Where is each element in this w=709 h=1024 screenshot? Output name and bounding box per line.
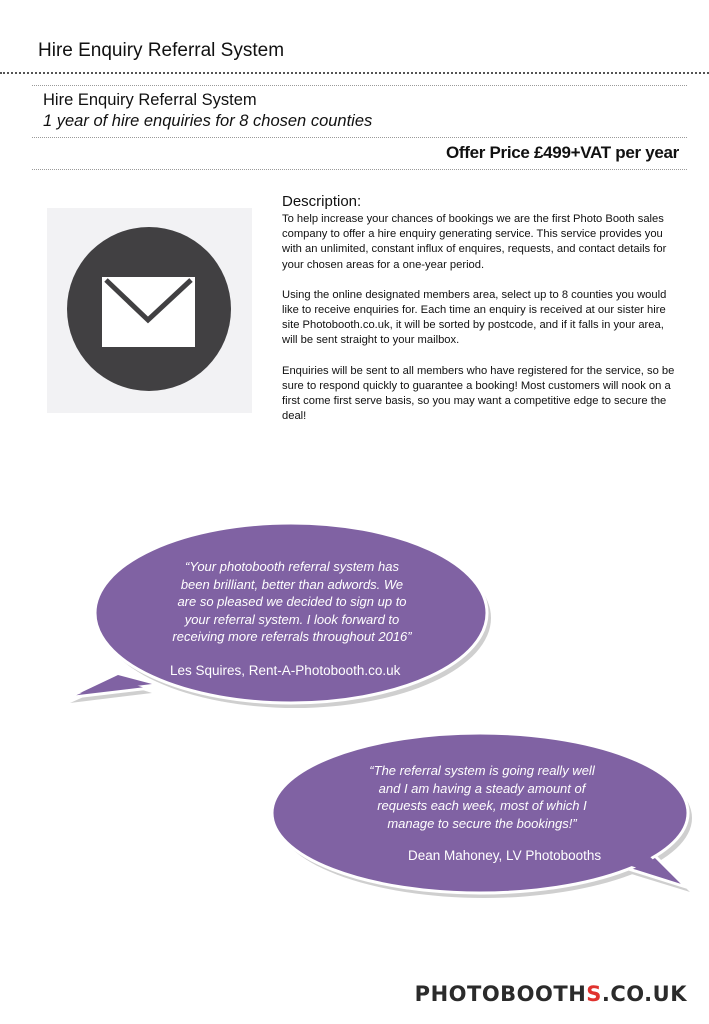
description-paragraph: Using the online designated members area, select up to 8 counties you would like to receive enquiries for. Each time an enquiry is received at our sister hire site Photobooth.co.uk, it will be sorted by postcode, and if it falls in your area, will be sent straight to your mailbox. (282, 288, 667, 347)
quote-line: “The referral system is going really well (369, 763, 595, 778)
logo-accent: S (586, 982, 602, 1006)
quote-line: receiving more referrals throughout 2016” (172, 629, 412, 644)
testimonial-quote-1 (122, 558, 462, 646)
logo-main: PHOTOBOOTH (414, 982, 587, 1006)
product-subtitle: 1 year of hire enquiries for 8 chosen counties (43, 112, 373, 130)
quote-line: “Your photobooth referral system has (185, 559, 399, 574)
quote-line: been brilliant, better than adwords. We (180, 576, 404, 592)
quote-line: your referral system. I look forward to (184, 611, 400, 627)
quote-line: requests each week, most of which I (377, 798, 587, 813)
testimonial-quote-2 (312, 762, 652, 832)
quote-line: manage to secure the bookings!” (387, 815, 577, 831)
brand-logo (415, 982, 687, 1006)
page-title: Hire Enquiry Referral System (38, 40, 285, 61)
quote-line: are so pleased we decided to sign up to (177, 594, 407, 609)
product-name: Hire Enquiry Referral System (43, 91, 257, 109)
description-paragraph: To help increase your chances of bookings we are the first Photo Booth sales company to offer a hire enquiry generating service. This service provides you with an unlimited, constant influx of enquires, requests, and contact details for your chosen areas for a one-year period. (282, 213, 667, 271)
quote-line: and I am having a steady amount of (378, 780, 586, 796)
description-paragraph: Enquiries will be sent to all members who have registered for the service, so be sure to respond quickly to guarantee a booking! Most customers will nook on a first come first serve basis, so you may want a competitive edge to secure the deal! (282, 364, 675, 423)
logo-suffix: .CO.UK (601, 982, 687, 1006)
offer-price: Offer Price £499+VAT per year (445, 143, 679, 162)
testimonial-author-2: Dean Mahoney, LV Photobooths (408, 848, 602, 863)
description-heading: Description: (282, 193, 362, 210)
testimonial-author-1: Les Squires, Rent-A-Photobooth.co.uk (170, 663, 401, 678)
